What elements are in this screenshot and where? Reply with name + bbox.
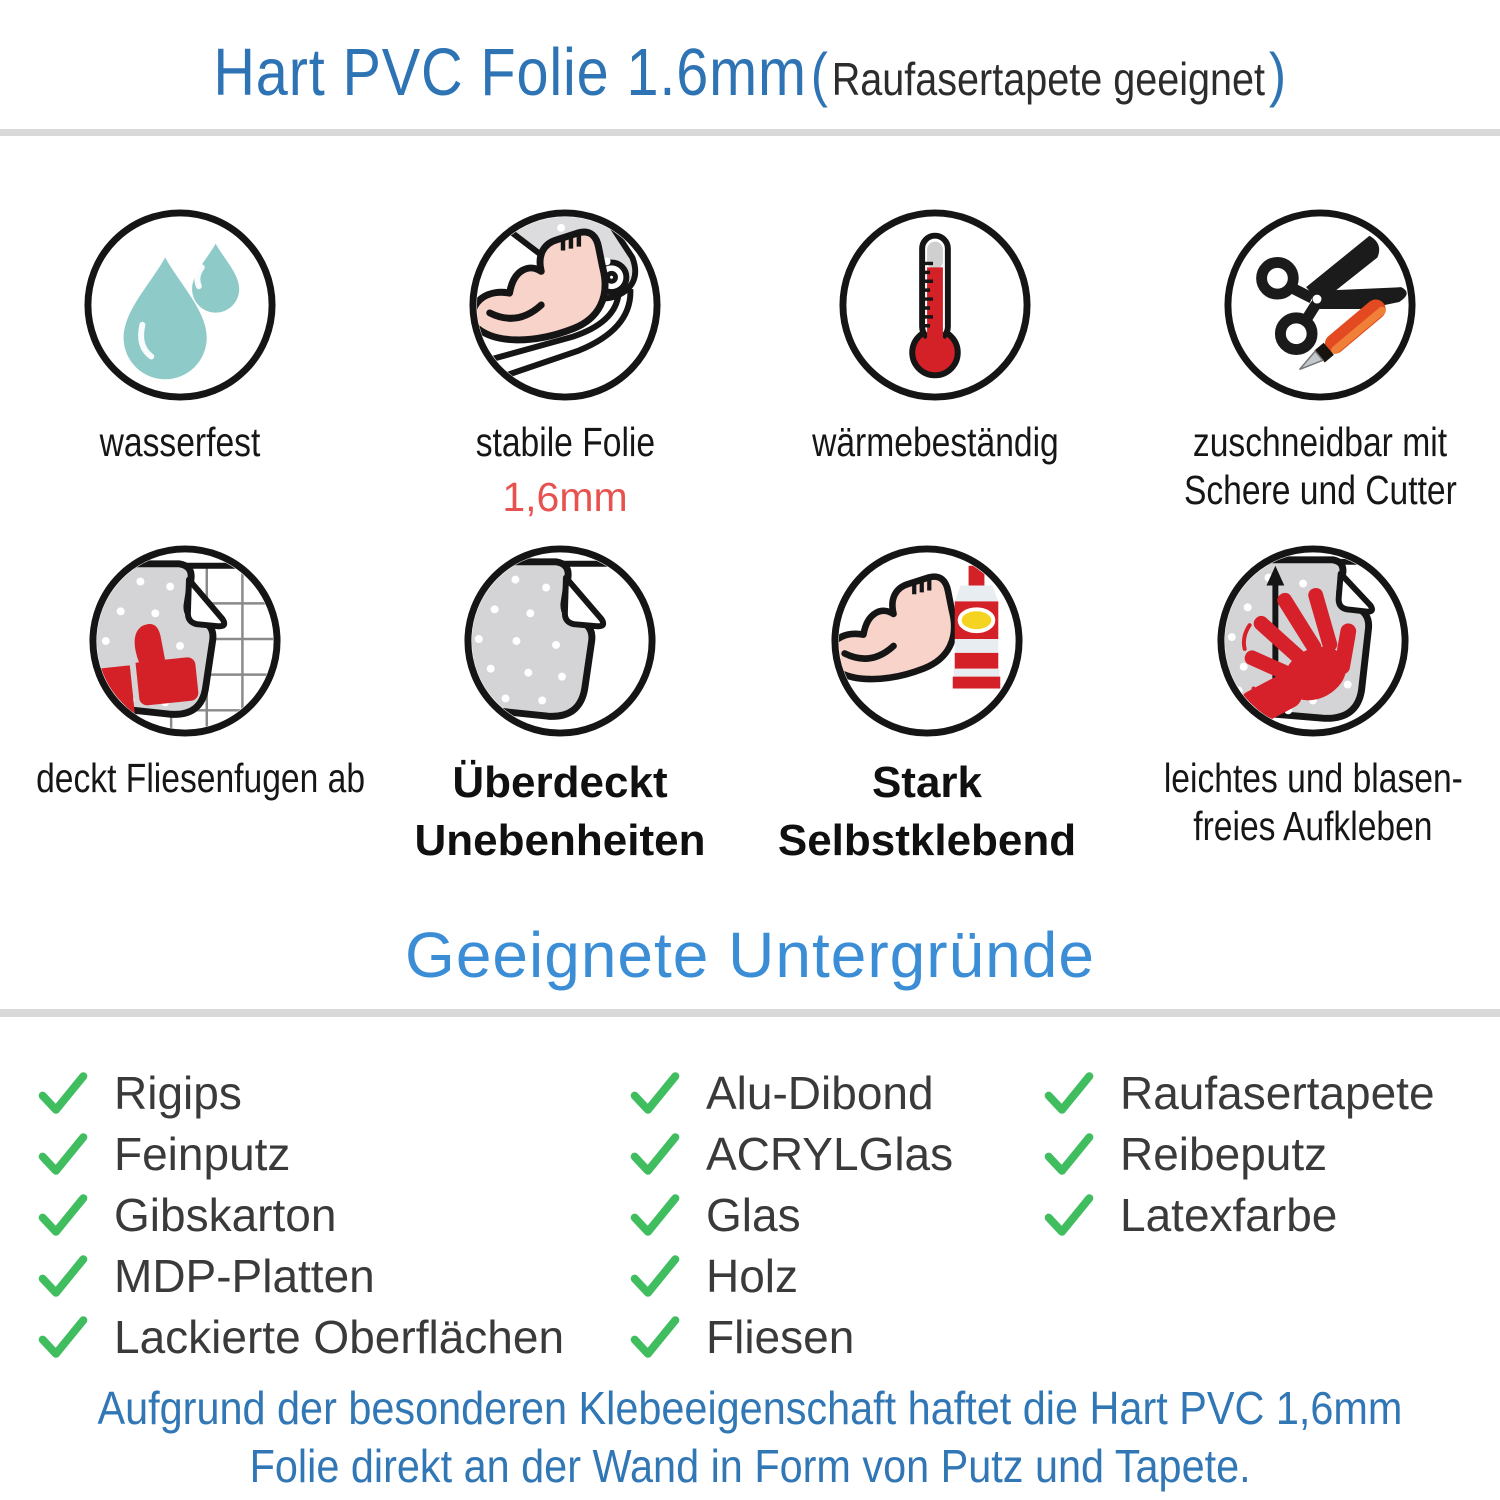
subtitle-paren-open: ( (811, 41, 829, 108)
footer-line-2: Folie direkt an der Wand in Form von Putz und Tapete. (249, 1439, 1251, 1492)
scissors-cutter-icon (1221, 206, 1419, 404)
feature-aufkleben (1128, 542, 1498, 851)
checkmark-icon (1042, 1192, 1096, 1238)
list-item: Lackierte Oberflächen (36, 1306, 564, 1367)
feature-stabile-folie (380, 206, 750, 521)
checkmark-icon (628, 1253, 682, 1299)
water-drops-icon (81, 206, 279, 404)
feature-label: deckt Fliesenfugen ab (36, 755, 366, 801)
feature-label: wärmebeständig (811, 419, 1059, 465)
list-item: Raufasertapete (1042, 1062, 1435, 1123)
hand-smoothing-foil-icon (1214, 542, 1412, 740)
feature-wasserfest (0, 206, 365, 466)
checkmark-icon (36, 1070, 90, 1116)
foil-tile-joints-thumb-icon (86, 542, 284, 740)
list-item: Fliesen (628, 1306, 953, 1367)
checkmark-icon (36, 1192, 90, 1238)
feature-selbstklebend (742, 542, 1112, 870)
list-item: Latexfarbe (1042, 1184, 1435, 1245)
checkmark-icon (628, 1314, 682, 1360)
feature-fliesenfugen (0, 542, 370, 802)
list-item: Glas (628, 1184, 953, 1245)
feature-label: Stark Selbstklebend (777, 758, 1077, 866)
list-item: MDP-Platten (36, 1245, 564, 1306)
subtitle-paren-close: ) (1269, 41, 1287, 108)
surfaces-column-3 (1042, 1062, 1435, 1245)
section-divider (0, 1009, 1500, 1017)
list-item: Rigips (36, 1062, 564, 1123)
feature-label: zuschneidbar mit Schere und Cutter (1183, 419, 1457, 514)
checkmark-icon (628, 1192, 682, 1238)
page-title: Hart PVC Folie 1.6mm (213, 35, 808, 110)
muscle-foil-roll-icon (466, 206, 664, 404)
checkmark-icon (36, 1131, 90, 1177)
list-item: ACRYLGlas (628, 1123, 953, 1184)
footer-note (0, 1380, 1500, 1496)
list-item: Alu-Dibond (628, 1062, 953, 1123)
footer-line-1: Aufgrund der besonderen Klebeeigenschaft haftet die Hart PVC 1,6mm (97, 1382, 1403, 1434)
muscle-glue-tube-icon (828, 542, 1026, 740)
checkmark-icon (36, 1253, 90, 1299)
checkmark-icon (1042, 1070, 1096, 1116)
checkmark-icon (628, 1070, 682, 1116)
feature-thickness-value: 1,6mm (502, 474, 628, 521)
section-title: Geeignete Untergründe (405, 919, 1095, 991)
surfaces-column-1 (36, 1062, 564, 1367)
checkmark-icon (628, 1131, 682, 1177)
page-subtitle: Raufasertapete geeignet (832, 53, 1266, 105)
feature-label: leichtes und blasen- freies Aufkleben (1163, 755, 1463, 850)
surfaces-column-2 (628, 1062, 953, 1367)
checkmark-icon (1042, 1131, 1096, 1177)
feature-label: Überdeckt Unebenheiten (414, 758, 706, 866)
list-item: Feinputz (36, 1123, 564, 1184)
thermometer-icon (836, 206, 1034, 404)
header (0, 34, 1500, 111)
feature-waermebestaendig (750, 206, 1120, 466)
list-item: Gibskarton (36, 1184, 564, 1245)
feature-label: wasserfest (99, 419, 261, 465)
feature-label: stabile Folie (475, 419, 655, 465)
checkmark-icon (36, 1314, 90, 1360)
feature-ueberdeckt (375, 542, 745, 870)
list-item: Holz (628, 1245, 953, 1306)
list-item: Reibeputz (1042, 1123, 1435, 1184)
header-divider (0, 129, 1500, 136)
feature-zuschneidbar (1135, 206, 1500, 515)
foil-peel-icon (461, 542, 659, 740)
